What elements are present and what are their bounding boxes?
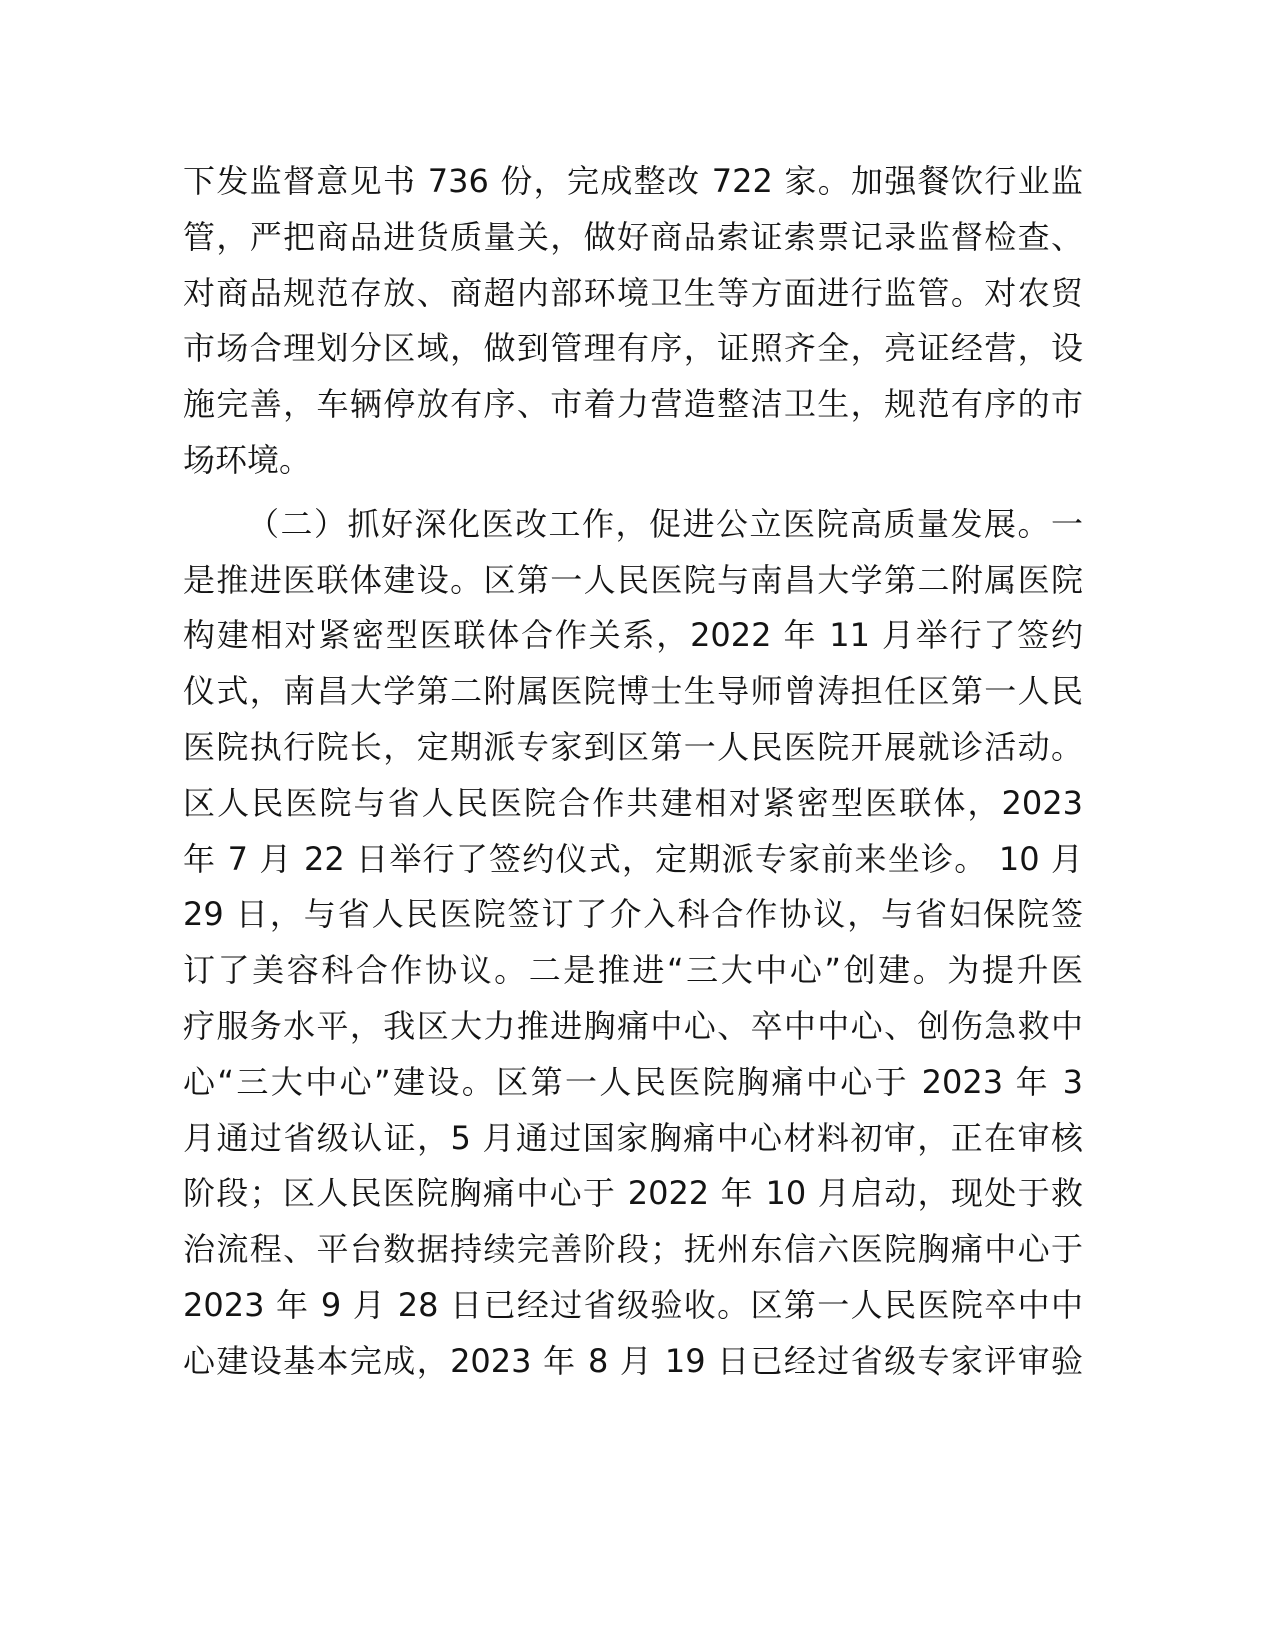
text-line: 对商品规范存放、商超内部环境卫生等方面进行监管。对农贸 xyxy=(183,273,1083,312)
text-line: 场环境。 xyxy=(183,440,312,479)
text-line: 年 7 月 22 日举行了签约仪式，定期派专家前来坐诊。 10 月 xyxy=(183,839,1083,878)
paragraph-gap xyxy=(183,489,1083,497)
text-line: 心建设基本完成，2023 年 8 月 19 日已经过省级专家评审验 xyxy=(183,1341,1083,1380)
text-line: 29 日，与省人民医院签订了介入科合作协议，与省妇保院签 xyxy=(183,895,1083,934)
text-line: 仪式，南昌大学第二附属医院博士生导师曾涛担任区第一人民 xyxy=(183,672,1083,711)
text-line: 下发监督意见书 736 份，完成整改 722 家。加强餐饮行业监 xyxy=(183,162,1083,200)
text-line: 2023 年 9 月 28 日已经过省级验收。区第一人民医院卒中中 xyxy=(183,1285,1083,1324)
body-text xyxy=(183,154,1083,1390)
text-line: 市场合理划分区域，做到管理有序，证照齐全，亮证经营，设 xyxy=(183,329,1083,368)
text-line: 管，严把商品进货质量关，做好商品索证索票记录监督检查、 xyxy=(183,217,1083,256)
paragraph-1 xyxy=(183,154,1083,489)
text-line: （二）抓好深化医改工作，促进公立医院高质量发展。一 xyxy=(247,504,1083,543)
text-line: 订了美容科合作协议。二是推进“三大中心”创建。为提升医 xyxy=(183,951,1083,990)
text-line: 施完善，车辆停放有序、市着力营造整洁卫生，规范有序的市 xyxy=(183,385,1083,424)
text-line: 区人民医院与省人民医院合作共建相对紧密型医联体，2023 xyxy=(183,783,1083,822)
text-line: 疗服务水平，我区大力推进胸痛中心、卒中中心、创伤急救中 xyxy=(183,1006,1083,1045)
text-line: 心“三大中心”建设。区第一人民医院胸痛中心于 2023 年 3 xyxy=(183,1062,1083,1101)
text-line: 治流程、平台数据持续完善阶段；抚州东信六医院胸痛中心于 xyxy=(183,1230,1083,1269)
paragraph-2 xyxy=(183,497,1083,1390)
text-line: 阶段；区人民医院胸痛中心于 2022 年 10 月启动，现处于救 xyxy=(183,1174,1083,1213)
text-line: 月通过省级认证，5 月通过国家胸痛中心材料初审，正在审核 xyxy=(183,1118,1083,1157)
text-line: 是推进医联体建设。区第一人民医院与南昌大学第二附属医院 xyxy=(183,560,1083,599)
text-line: 医院执行院长，定期派专家到区第一人民医院开展就诊活动。 xyxy=(183,727,1083,766)
text-line: 构建相对紧密型医联体合作关系，2022 年 11 月举行了签约 xyxy=(183,616,1083,655)
